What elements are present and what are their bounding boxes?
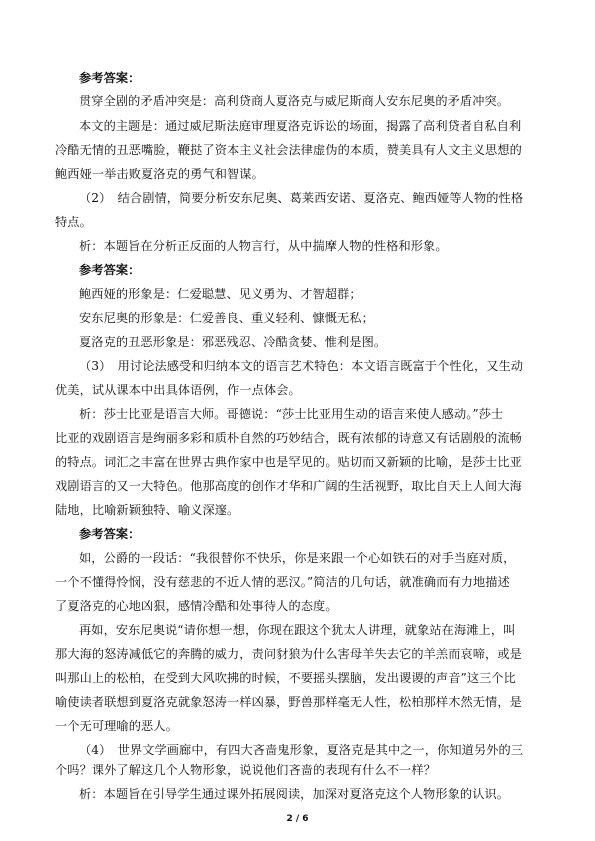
- analysis-line: 析：莎士比亚是语言大师。哥德说：“莎士比亚用生动的语言来使人感动。”莎士: [79, 407, 504, 421]
- paragraph-line: 那大海的怒涛减低它的奔腾的威力，责问豺狼为什么害母羊失去它的羊羔而哀啼，或是: [55, 647, 522, 661]
- paragraph-line: 个吗？课外了解这几个人物形象，说说他们吝啬的表现有什么不一样？: [55, 763, 436, 777]
- answer-heading: 参考答案：: [79, 527, 141, 541]
- paragraph-line: 戏剧语言的又一大特色。他那高度的创作才华和广阔的生活视野，取比自天上人间大海: [55, 479, 522, 493]
- paragraph-line: 一个不懂得怜悯，没有慈悲的不近人情的恶汉。”简洁的几句话，就准确而有力地描述: [55, 575, 510, 589]
- paragraph-line: 喻使读者联想到夏洛克就象怒涛一样凶暴，野兽那样毫无人性，松柏那样木然无情，是: [55, 695, 522, 709]
- paragraph-line: 的特点。词汇之丰富在世界古典作家中也是罕见的。贴切而又新颖的比喻，是莎士比亚: [55, 455, 522, 469]
- answer-heading: 参考答案：: [79, 71, 141, 85]
- question-2: （2） 结合剧情，简要分析安东尼奥、葛莱西安诺、夏洛克、鲍西娅等人物的性格: [79, 191, 524, 205]
- paragraph-line: 再如，安东尼奥说“请你想一想，你现在跟这个犹太人讲理，就象站在海滩上，叫: [79, 623, 516, 637]
- paragraph-line: 本文的主题是：通过威尼斯法庭审理夏洛克诉讼的场面，揭露了高利贷者自私自利: [79, 119, 522, 133]
- paragraph-line: 如，公爵的一段话：“我很替你不快乐，你是来跟一个心如铁石的对手当庭对质，: [79, 551, 516, 565]
- paragraph-line: 一个无可理喻的恶人。: [55, 719, 178, 733]
- paragraph-line: 特点。: [55, 215, 92, 229]
- paragraph-line: 夏洛克的丑恶形象是：邪恶残忍、冷酷贪婪、惟利是图。: [79, 335, 387, 349]
- analysis-line: 析：本题旨在引导学生通过课外拓展阅读，加深对夏洛克这个人物形象的认识。: [79, 787, 510, 801]
- paragraph-line: 鲍西娅的形象是：仁爱聪慧、见义勇为、才智超群；: [79, 287, 362, 301]
- analysis-line: 析：本题旨在分析正反面的人物言行，从中揣摩人物的性格和形象。: [79, 239, 448, 253]
- paragraph-line: 陆地，比喻新颖独特、喻义深邃。: [55, 503, 240, 517]
- paragraph-line: 冷酷无情的丑恶嘴脸，鞭挞了资本主义社会法律虚伪的本质，赞美具有人文主义思想的: [55, 143, 522, 157]
- paragraph-line: 鲍西娅一举击败夏洛克的勇气和智谋。: [55, 167, 264, 181]
- paragraph-line: 叫那山上的松柏，在受到大风吹拂的时候，不要摇头摆脑，发出谡谡的声音”这三个比: [55, 671, 516, 685]
- page-number: 2 / 6: [286, 814, 309, 824]
- paragraph-line: 安东尼奥的形象是：仁爱善良、重义轻利、慷慨无私；: [79, 311, 374, 325]
- paragraph-line: 优美，试从课本中出具体语例，作一点体会。: [55, 383, 301, 397]
- answer-heading: 参考答案：: [79, 263, 141, 277]
- question-4: （4） 世界文学画廊中，有四大吝啬鬼形象，夏洛克是其中之一，你知道另外的三: [79, 743, 524, 757]
- paragraph-line: 了夏洛克的心地凶狠，感情冷酷和处事待人的态度。: [55, 599, 338, 613]
- paragraph-line: 贯穿全剧的矛盾冲突是：高利贷商人夏洛克与威尼斯商人安东尼奥的矛盾冲突。: [79, 94, 510, 108]
- paragraph-line: 比亚的戏剧语言是绚丽多彩和质朴自然的巧妙结合，既有浓郁的诗意又有话剧般的流畅: [55, 431, 522, 445]
- question-3: （3） 用讨论法感受和归纳本文的语言艺术特色：本文语言既富于个性化，又生动: [79, 359, 524, 373]
